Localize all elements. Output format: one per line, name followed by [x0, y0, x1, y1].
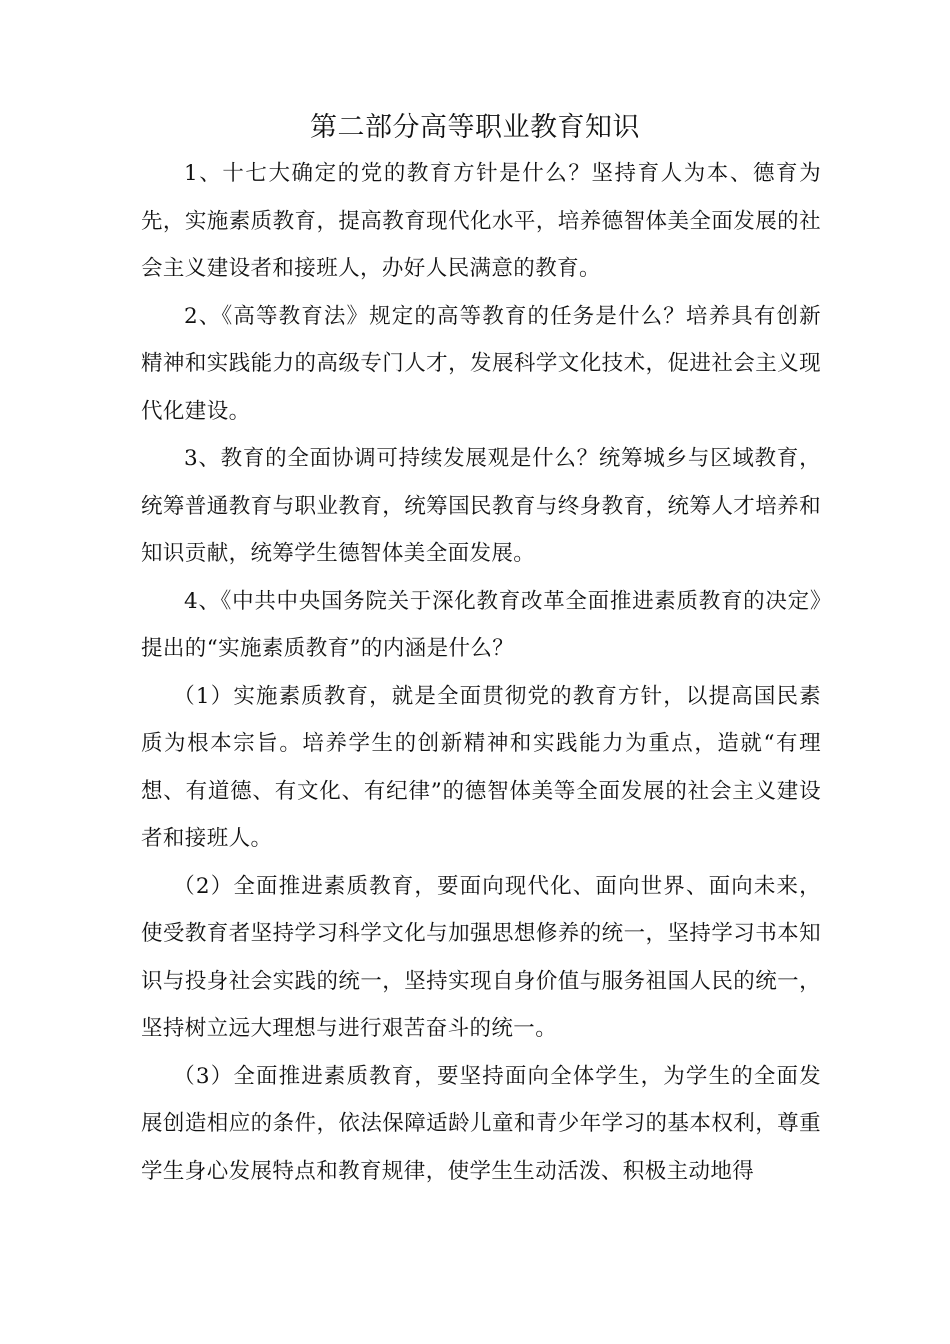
paragraph-q4: 4、《中共中央国务院关于深化教育改革全面推进素质教育的决定》提出的“实施素质教育”的内涵是什么？ [141, 588, 821, 661]
paragraph-q2: 2、《高等教育法》规定的高等教育的任务是什么？培养具有创新精神和实践能力的高级专门人才，发展科学文化技术，促进社会主义现代化建设。 [141, 303, 821, 424]
paragraph-q4-point-3: （3）全面推进素质教育，要坚持面向全体学生，为学生的全面发展创造相应的条件，依法保障适龄儿童和青少年学习的基本权利，尊重学生身心发展特点和教育规律，使学生生动活泼、积极主动地得 [141, 1063, 821, 1184]
paragraph-q4-point-2: （2）全面推进素质教育，要面向现代化、面向世界、面向未来，使受教育者坚持学习科学文化与加强思想修养的统一，坚持学习书本知识与投身社会实践的统一，坚持实现自身价值与服务祖国人民的统一，坚持树立远大理想与进行艰苦奋斗的统一。 [141, 873, 821, 1041]
paragraph-q1: 1、十七大确定的党的教育方针是什么？坚持育人为本、德育为先，实施素质教育，提高教育现代化水平，培养德智体美全面发展的社会主义建设者和接班人，办好人民满意的教育。 [141, 161, 821, 281]
document-body [141, 150, 821, 1195]
document-title: 第二部分高等职业教育知识 [310, 112, 640, 143]
paragraph-q3: 3、教育的全面协调可持续发展观是什么？统筹城乡与区域教育，统筹普通教育与职业教育，统筹国民教育与终身教育，统筹人才培养和知识贡献，统筹学生德智体美全面发展。 [141, 446, 821, 566]
paragraph-q4-point-1: （1）实施素质教育，就是全面贯彻党的教育方针，以提高国民素质为根本宗旨。培养学生的创新精神和实践能力为重点，造就“有理想、有道德、有文化、有纪律”的德智体美等全面发展的社会主义建设者和接班人。 [141, 683, 821, 851]
